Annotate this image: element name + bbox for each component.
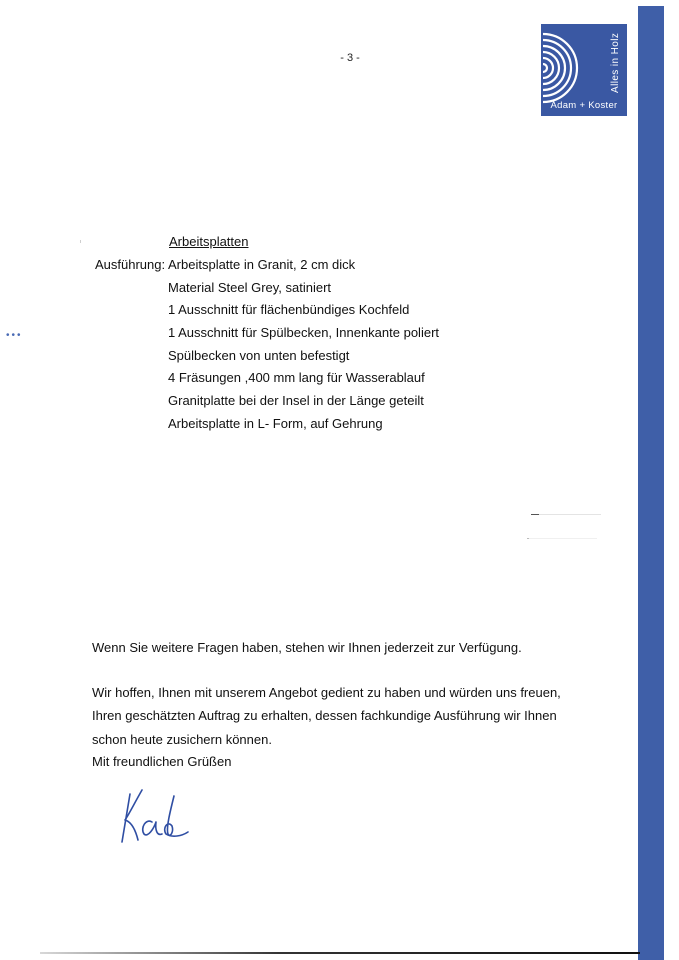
- handwritten-signature: [112, 782, 202, 852]
- spec-line: 4 Fräsungen ,400 mm lang für Wasserablauf: [168, 370, 425, 386]
- logo-company-name: Adam + Koster: [550, 100, 618, 111]
- paragraph-line: schon heute zusichern können.: [92, 731, 272, 747]
- spec-line: 1 Ausschnitt für Spülbecken, Innenkante poliert: [168, 325, 440, 341]
- scan-mark: [80, 240, 81, 243]
- scan-mark: [531, 514, 601, 515]
- questions-sentence: Wenn Sie weitere Fragen haben, stehen wir Ihnen jederzeit zur Verfügung.: [92, 640, 522, 655]
- section-title: Arbeitsplatten: [169, 234, 249, 249]
- spec-line: Arbeitsplatte in Granit, 2 cm dick: [168, 257, 356, 272]
- greeting: Mit freundlichen Grüßen: [92, 754, 232, 769]
- paragraph-line: Ihren geschätzten Auftrag zu erhalten, dessen fachkundige Ausführung wir Ihnen: [92, 708, 557, 724]
- page-number: - 3 -: [340, 52, 360, 64]
- brand-side-bar: [638, 6, 664, 960]
- spec-list: [168, 257, 439, 439]
- scan-mark: [527, 538, 597, 539]
- spec-label: Ausführung:: [95, 257, 166, 272]
- logo-tagline: Alles in Holz: [610, 32, 621, 94]
- paragraph-line: Wir hoffen, Ihnen mit unserem Angebot gedient zu haben und würden uns freuen,: [92, 685, 561, 700]
- margin-dots-icon: •••: [6, 330, 23, 341]
- closing-paragraph: [92, 685, 561, 755]
- spec-line: Spülbecken von unten befestigt: [168, 347, 350, 363]
- bottom-rule: [40, 952, 640, 954]
- spec-line: Granitplatte bei der Insel in der Länge geteilt: [168, 393, 424, 409]
- spec-line: Material Steel Grey, satiniert: [168, 279, 332, 295]
- spec-line: 1 Ausschnitt für flächenbündiges Kochfeld: [168, 302, 410, 318]
- spec-line: Arbeitsplatte in L- Form, auf Gehrung: [168, 415, 383, 431]
